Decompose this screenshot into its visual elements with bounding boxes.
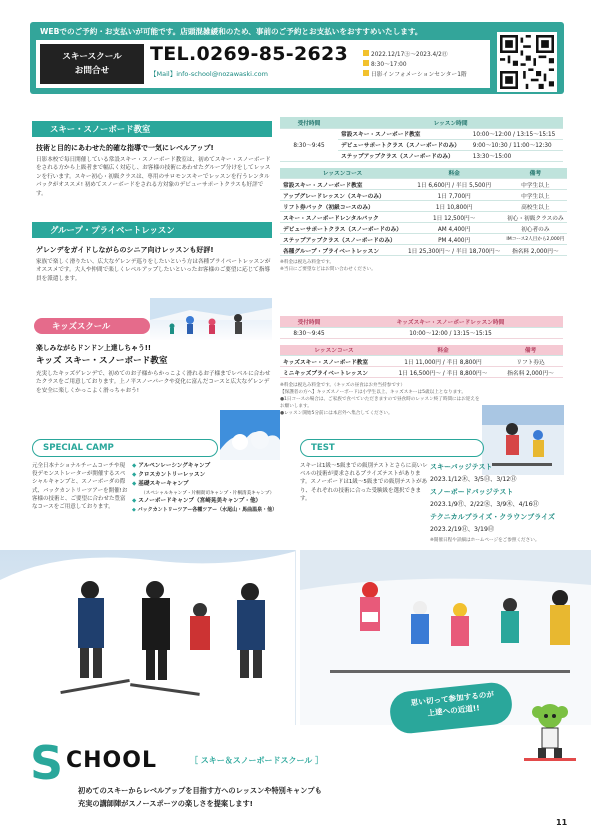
- table-row: [280, 212, 567, 223]
- course-note: 初心者のみ: [503, 223, 567, 234]
- test-title: TEST: [300, 439, 484, 457]
- qr-code-icon: [500, 35, 554, 89]
- kids-body: 充実したキッズゲレンデで、初めてのお子様からかっこよく滑れるお子様までレベルに合わせたクラスをご用意しております。上ノ平スノーパークや変化に富んだコースと広大なゲレンデを安全に楽しくかっこよく滑っちゃおう!: [36, 371, 271, 394]
- lesson-name: デビューサポートクラス（スノーボードのみ）: [338, 139, 470, 150]
- table-row: [280, 179, 567, 190]
- kids-school-title: キッズスクール: [52, 321, 111, 331]
- course-name: ミニキッズプライベートレッスン: [280, 367, 388, 378]
- kids-schedule-table: [280, 316, 563, 417]
- table-row: [280, 190, 567, 201]
- test-dates: 2023.1/9㊊、2/22㊌、3/9㊍、4/16㊐: [430, 501, 539, 508]
- contact-label: [40, 44, 144, 84]
- course-fee: 1日 12,500円～: [405, 212, 503, 223]
- web-reservation-notice: WEBでのご予約・お支払いが可能です。店頭混雑緩和のため、事前のご予約とお支払いをおすすめいたします。: [40, 27, 423, 36]
- list-item: ◆ クロスカントリーレッスン: [132, 472, 206, 479]
- col-fee: 料金: [388, 345, 498, 356]
- col-fee: 料金: [405, 168, 503, 179]
- col-course: レッスンコース: [280, 345, 388, 356]
- lesson-table-note-2: ※当日にご要望などはお問い合わせください。: [280, 267, 376, 272]
- contact-label-line1: スキースクール: [62, 52, 122, 62]
- list-item: ◆ 基礎スキーキャンプ: [132, 481, 189, 488]
- qr-code[interactable]: [497, 32, 557, 92]
- table-row: [280, 356, 563, 367]
- calendar-icon: [363, 50, 369, 56]
- list-item: （スペシャルキャンプ・片桐貴司キャンプ・片桐清美キャンプ）: [141, 490, 275, 496]
- course-note: 初心・初級クラスのみ: [503, 212, 567, 223]
- course-name: リフト券パック（初級コースのみ）: [280, 201, 405, 212]
- group-private-title: グループ・プライベートレッスン: [50, 225, 175, 235]
- course-note: 指名料 2,000円～: [503, 245, 567, 256]
- location-icon: [363, 70, 369, 76]
- ski-school-body: 日影本校で毎日開催している常設スキー・スノーボード教室は、初めてスキー・スノーボードをされる方から上級者まで幅広く対応し、お客様の技術にあわせたグループ分けをしてレッスンを行います。スキー初心・初級クラスは、専用のサロモンスキーでレッスンを行うレンタルパックがオススメ! 初めてスノーボードをされる方対象のデビューサポートクラスも好評です。: [36, 157, 271, 197]
- test-dates: 2023.2/19㊐、3/19㊐: [430, 526, 495, 533]
- course-note: リフト券込: [498, 356, 563, 367]
- lesson-time: 13:30～15:00: [470, 150, 563, 161]
- lesson-time: 9:00～10:30 / 11:00～12:30: [470, 139, 563, 150]
- office-hours: 8:30～17:00: [371, 62, 407, 68]
- special-camp-title: SPECIAL CAMP: [32, 439, 218, 457]
- season-period: 2022.12/17㊏～2023.4/2㊐: [371, 52, 448, 58]
- lesson-time-value: 10:00～12:00 / 13:15～15:15: [338, 327, 563, 338]
- test-name: スノーボードバッジテスト: [430, 488, 514, 496]
- col-reception-time: 受付時間: [280, 117, 338, 128]
- course-note: IMコース2人目から2,000円: [503, 234, 567, 245]
- contact-label-line2: お問合せ: [74, 66, 110, 76]
- mascot-illustration: [520, 700, 580, 764]
- kids-table-note-2: 【保護者の方へ】キッズスノーボードは小学生以上、キッズスキーは5歳以上となります。: [280, 390, 466, 395]
- list-item: ◆ バックカントリーツアー各種ツアー（水尾山・馬曲温泉・他）: [132, 506, 278, 513]
- course-name: ステップアップクラス（スノーボードのみ）: [280, 234, 405, 245]
- table-row: [280, 367, 563, 378]
- lesson-name: 常設スキー・スノーボード教室: [338, 128, 470, 139]
- col-lesson-time: レッスン時間: [338, 117, 563, 128]
- col-course: レッスンコース: [280, 168, 405, 179]
- special-camp-list: [132, 462, 277, 515]
- course-note: 高校生以上: [503, 201, 567, 212]
- course-name: アップグレードレッスン（スキーのみ）: [280, 190, 405, 201]
- kids-table-note-4: ●レッスン開始5分前には本店外へ集合してください。: [280, 411, 393, 416]
- reception-time-value: 8:30～9:45: [280, 128, 338, 161]
- course-note: 中学生以上: [503, 190, 567, 201]
- test-body: スキーは1級～5級までの級別テストとさらに高いレベルの技術が要求されるプライズテストがあります。スノーボードは1級～5級までの級別テストがあり、それぞれの技術に合った受験級を選択できます。: [300, 463, 428, 502]
- course-fee: AM 4,400円: [405, 223, 503, 234]
- test-name: テクニカルプライズ・クラウンプライズ: [430, 513, 556, 521]
- course-name: キッズスキー・スノーボード教室: [280, 356, 388, 367]
- col-reception-time: 受付時間: [280, 316, 338, 327]
- kids-lesson-photo: [150, 298, 272, 340]
- group-private-lead: ゲレンデをガイドしながらのシニア向けレッスンも好評!: [36, 246, 214, 254]
- table-row: [280, 201, 567, 212]
- test-schedule: [430, 462, 555, 544]
- course-name: デビューサポートクラス（スノーボードのみ）: [280, 223, 405, 234]
- kids-school-title-bar: [34, 318, 150, 334]
- clock-icon: [363, 60, 369, 66]
- course-name: 常設スキー・スノーボード教室: [280, 179, 405, 190]
- ski-school-title-bar: [32, 121, 272, 137]
- course-fee: 1日 10,800円: [405, 201, 503, 212]
- email-address[interactable]: 【Mail】info-school@nozawaski.com: [150, 70, 268, 78]
- test-dates: 2023.1/12㊍、3/5㊐、3/12㊐: [430, 476, 517, 483]
- col-note: 備考: [503, 168, 567, 179]
- school-big-letter: S: [30, 736, 64, 790]
- group-private-title-bar: [32, 222, 272, 238]
- course-name: スキー・スノーボードレンタルパック: [280, 212, 405, 223]
- operating-info: [363, 50, 467, 80]
- course-fee: 1日 16,500円～ / 半日 8,800円～: [388, 367, 498, 378]
- col-lesson-time: キッズスキー・スノーボードレッスン時間: [338, 316, 563, 327]
- lesson-time: 10:00～12:00 / 13:15～15:15: [470, 128, 563, 139]
- test-note: ※開催日程や詳細はホームページをご参照ください。: [430, 538, 540, 543]
- table-row: [280, 234, 567, 245]
- callout-line-2: 上達への近道!!: [426, 703, 481, 718]
- school-tagline-1: 初めてのスキーからレベルアップを目指す方へのレッスンや特別キャンプも: [78, 786, 322, 795]
- course-note: 中学生以上: [503, 179, 567, 190]
- reception-time-value: 8:30～9:45: [280, 327, 338, 338]
- table-row: [280, 223, 567, 234]
- kids-table-note: ※料金は税込み料金です。（キッズの昼食はお弁当持参です）: [280, 383, 406, 388]
- group-private-body: 家族で楽しく滑りたい、広大なゲレンデ巡りをしたいという方は各種プライベートレッスンがオススメです。大人や仲間で楽しくレベルアップしたいといったお客様のご要望に応じて指導員を派遣します。: [36, 259, 271, 282]
- list-item: ◆ アルペンレーシングキャンプ: [132, 463, 211, 469]
- office-location: 日影インフォメーションセンター1階: [371, 72, 467, 78]
- lesson-table-note: ※料金は税込み料金です。: [280, 260, 335, 265]
- table-row: [280, 245, 567, 256]
- school-word: CHOOL: [66, 748, 157, 773]
- kids-table-note-3: ●1日コースの場合は、ご家族で食べていただきますので昼食時のレッスン終了時間にはお迎えをお願いします。: [280, 397, 480, 409]
- phone-number[interactable]: TEL.0269-85-2623: [150, 43, 349, 65]
- course-note: 指名料 2,000円～: [498, 367, 563, 378]
- ski-school-title: スキー・スノーボード教室: [50, 124, 151, 134]
- course-fee: 1日 11,000円 / 半日 8,800円: [388, 356, 498, 367]
- course-name: 各種グループ・プライベートレッスン: [280, 245, 405, 256]
- callout-line-1: 思い切って参加するのが: [410, 689, 495, 708]
- list-item: ◆ スノーボードキャンプ（宮崎晃美キャンプ・他）: [132, 497, 262, 504]
- ski-school-lead: 技術と目的にあわせた的確な指導で一気にレベルアップ!: [36, 144, 214, 152]
- kids-lead-2: キッズ スキー・スノーボード教室: [36, 356, 168, 366]
- school-subtitle: ［ スキー＆スノーボードスクール ］: [190, 756, 324, 765]
- page-number: 11: [556, 818, 568, 827]
- lesson-schedule-table: [280, 117, 563, 273]
- course-fee: 1日 6,600円 / 半日 5,500円: [405, 179, 503, 190]
- lesson-name: ステップアップクラス（スノーボードのみ）: [338, 150, 470, 161]
- course-fee: PM 4,400円: [405, 234, 503, 245]
- test-name: スキーバッジテスト: [430, 463, 493, 471]
- special-camp-body: 元全日本ナショナルチームコーチや現役デモンストレーターが開催するスペシャルキャンプと、スノーボーダの際式、バックカントリーツアーを開催!お客様の技術と、ご要望に合わせた豊富なコースをご用意しております。: [32, 463, 128, 511]
- kids-lead-1: 楽しみながらドンドン上達しちゃう!!: [36, 344, 151, 352]
- course-fee: 1日 25,300円～ / 半日 18,700円～: [405, 245, 503, 256]
- col-note: 備考: [498, 345, 563, 356]
- course-fee: 1日 7,700円: [405, 190, 503, 201]
- school-tagline-2: 充実の講師陣がスノースポーツの楽しさを提案します!: [78, 799, 253, 808]
